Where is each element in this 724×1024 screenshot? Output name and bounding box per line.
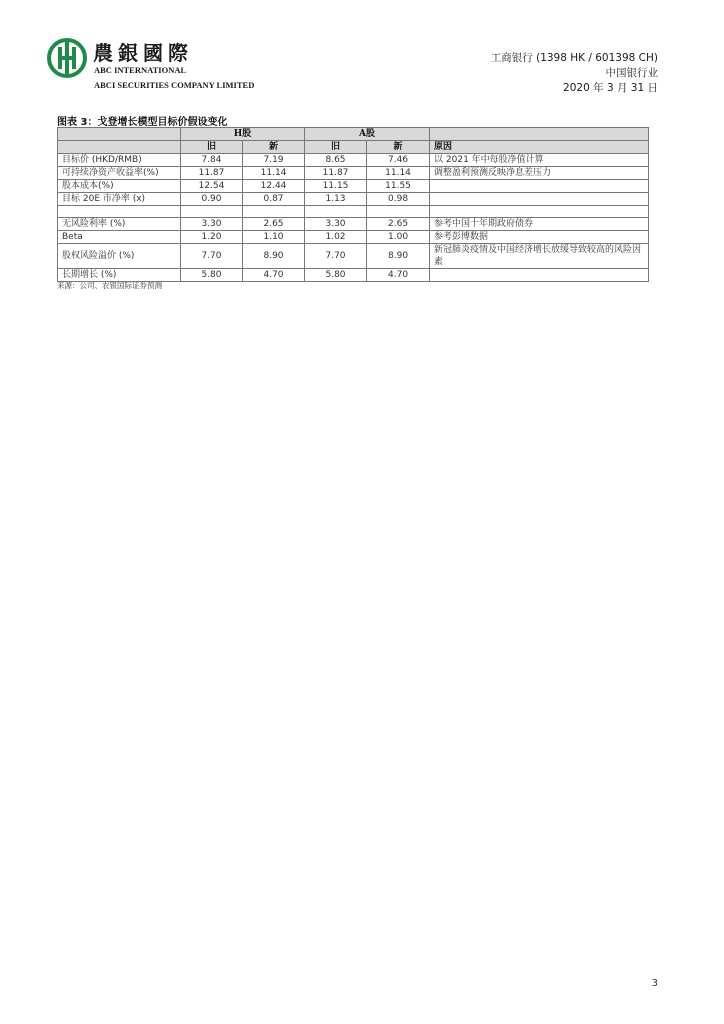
row-label: 可持续净资产收益率(%) <box>58 167 181 180</box>
table-group-header-row <box>58 128 649 141</box>
h-new-value: 1.10 <box>243 231 305 244</box>
abc-logo-icon <box>47 38 87 78</box>
reason-text <box>430 269 649 282</box>
h-new-header: 新 <box>243 141 305 154</box>
h-old-header: 旧 <box>181 141 243 154</box>
a-old-value <box>305 206 367 218</box>
assumption-change-table <box>57 127 649 282</box>
h-old-value: 5.80 <box>181 269 243 282</box>
a-old-value: 3.30 <box>305 218 367 231</box>
source-note: 来源：公司、农银国际证券预测 <box>57 281 162 290</box>
a-old-value: 8.65 <box>305 154 367 167</box>
a-new-value: 1.00 <box>367 231 430 244</box>
h-new-value: 11.14 <box>243 167 305 180</box>
row-label: 无风险利率 (%) <box>58 218 181 231</box>
h-old-value: 7.70 <box>181 244 243 269</box>
row-label: 目标 20E 市净率 (x) <box>58 193 181 206</box>
h-old-value: 11.87 <box>181 167 243 180</box>
h-new-value: 7.19 <box>243 154 305 167</box>
industry-line: 中国银行业 <box>605 67 658 79</box>
h-new-value: 0.87 <box>243 193 305 206</box>
a-new-value: 11.14 <box>367 167 430 180</box>
table-row <box>58 218 649 231</box>
figure-title: 图表 3：戈登增长模型目标价假设变化 <box>57 117 228 128</box>
a-new-value: 0.98 <box>367 193 430 206</box>
reason-text: 参考彭博数据 <box>430 231 649 244</box>
a-new-value: 2.65 <box>367 218 430 231</box>
row-label: 股本成本(%) <box>58 180 181 193</box>
a-new-value: 7.46 <box>367 154 430 167</box>
reason-text <box>430 193 649 206</box>
row-label <box>58 206 181 218</box>
a-new-value: 4.70 <box>367 269 430 282</box>
a-old-value: 7.70 <box>305 244 367 269</box>
table-row <box>58 193 649 206</box>
a-new-header: 新 <box>367 141 430 154</box>
row-label: 长期增长 (%) <box>58 269 181 282</box>
h-old-value: 12.54 <box>181 180 243 193</box>
page-number: 3 <box>651 978 658 989</box>
reason-text: 调整盈利预测反映净息差压力 <box>430 167 649 180</box>
h-old-value: 7.84 <box>181 154 243 167</box>
row-label: Beta <box>58 231 181 244</box>
logo-english-name: ABC INTERNATIONAL <box>94 65 187 75</box>
table-row <box>58 244 649 269</box>
reason-text: 参考中国十年期政府债券 <box>430 218 649 231</box>
h-old-value: 0.90 <box>181 193 243 206</box>
reason-header: 原因 <box>430 141 649 154</box>
table-sub-header-row <box>58 141 649 154</box>
a-old-value: 1.13 <box>305 193 367 206</box>
h-old-value: 1.20 <box>181 231 243 244</box>
h-new-value: 12.44 <box>243 180 305 193</box>
a-old-value: 5.80 <box>305 269 367 282</box>
h-share-group-header: H股 <box>181 128 305 141</box>
a-new-value: 11.55 <box>367 180 430 193</box>
reason-text: 以 2021 年中每股净值计算 <box>430 154 649 167</box>
reason-text <box>430 206 649 218</box>
a-old-value: 1.02 <box>305 231 367 244</box>
a-share-group-header: A股 <box>305 128 430 141</box>
header-empty-cell <box>58 128 181 141</box>
logo-english-subname: ABCI SECURITIES COMPANY LIMITED <box>94 80 255 90</box>
a-old-value: 11.15 <box>305 180 367 193</box>
h-new-value: 4.70 <box>243 269 305 282</box>
h-new-value: 2.65 <box>243 218 305 231</box>
reason-text <box>430 180 649 193</box>
row-label: 股权风险溢价 (%) <box>58 244 181 269</box>
report-date: 2020 年 3 月 31 日 <box>563 82 658 94</box>
h-old-value: 3.30 <box>181 218 243 231</box>
report-header-info <box>491 51 658 96</box>
h-new-value: 8.90 <box>243 244 305 269</box>
a-old-header: 旧 <box>305 141 367 154</box>
table-row <box>58 180 649 193</box>
table-row <box>58 231 649 244</box>
table-row <box>58 167 649 180</box>
reason-text: 新冠肺炎疫情及中国经济增长放缓导致较高的风险因素 <box>430 244 649 269</box>
a-old-value: 11.87 <box>305 167 367 180</box>
company-ticker-line: 工商银行 (1398 HK / 601398 CH) <box>490 52 658 64</box>
table-row <box>58 206 649 218</box>
h-new-value <box>243 206 305 218</box>
header-empty-cell <box>58 141 181 154</box>
row-label: 目标价 (HKD/RMB) <box>58 154 181 167</box>
a-new-value <box>367 206 430 218</box>
h-old-value <box>181 206 243 218</box>
a-new-value: 8.90 <box>367 244 430 269</box>
header-empty-cell <box>430 128 649 141</box>
logo-chinese-name: 農銀國際 <box>93 41 193 65</box>
table-row <box>58 154 649 167</box>
